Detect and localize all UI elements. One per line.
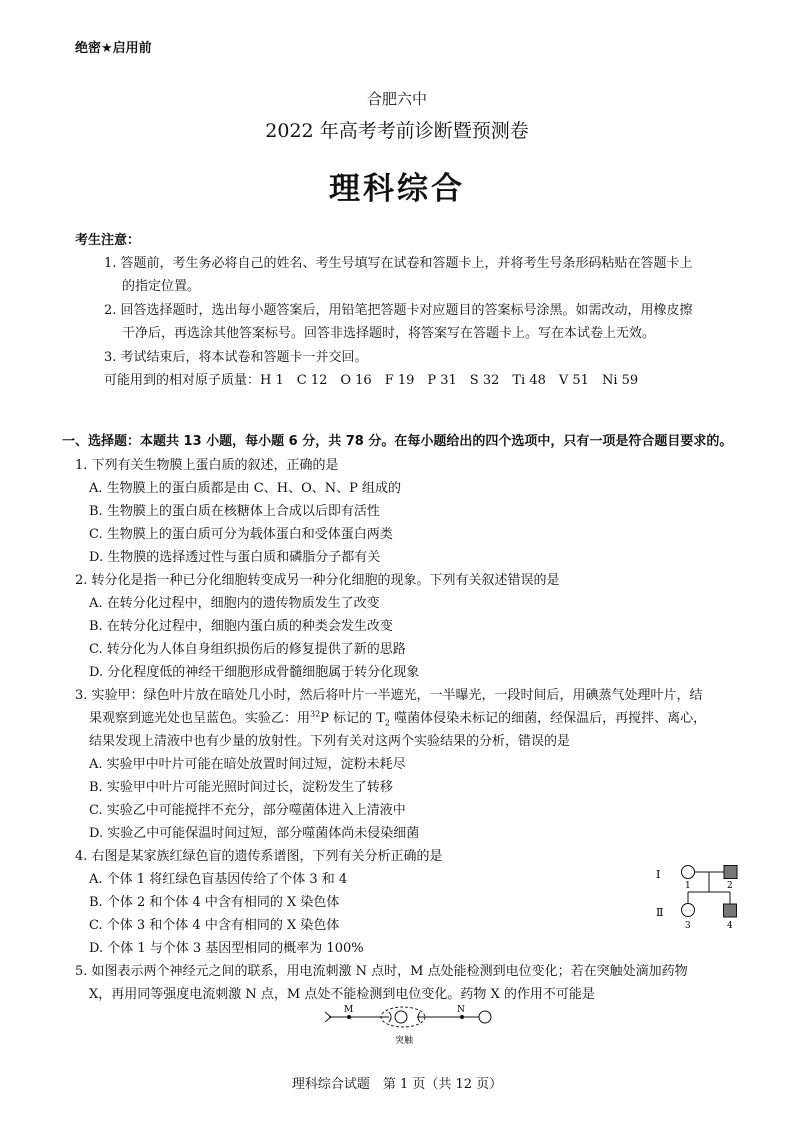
- q3-stem-line2: [89, 707, 706, 728]
- q3-stem-part1: 果观察到遮光处也呈蓝色。实验乙：用: [89, 711, 311, 726]
- notice-item-2b: 干净后，再选涂其他答案标号。回答非选择题时，将答案写在答题卡上。写在本试卷上无效。: [122, 326, 656, 341]
- q3-stem-line3: 结果发现上清液中也有少量的放射性。下列有关对这两个实验结果的分析，错误的是: [89, 734, 571, 749]
- individual-4-number: 4: [727, 921, 733, 931]
- atomic-masses: 可能用到的相对原子质量：H 1 C 12 O 16 F 19 P 31 S 32 Ti 48 V 51 Ni 59: [104, 373, 639, 388]
- synapse-diagram: [325, 1003, 495, 1048]
- individual-3-female: [682, 904, 695, 917]
- isotope-superscript: 32: [310, 709, 321, 719]
- q3-stem-part3: 噬菌体侵染未标记的细菌，经保温后，再搅拌、离心，: [389, 711, 707, 726]
- q2-option-b: B. 在转分化过程中，细胞内蛋白质的种类会发生改变: [89, 619, 393, 634]
- postsynaptic-neuron: [479, 1011, 491, 1023]
- q2-option-a: A. 在转分化过程中，细胞内的遗传物质发生了改变: [89, 596, 380, 611]
- q1-option-c: C. 生物膜上的蛋白质可分为载体蛋白和受体蛋白两类: [89, 527, 393, 542]
- q4-option-d: D. 个体 1 与个体 3 基因型相同的概率为 100%: [89, 941, 364, 956]
- notice-item-3: 3. 考试结束后，将本试卷和答题卡一并交回。: [104, 350, 368, 365]
- q5-stem-line2: X，再用同等强度电流刺激 N 点，M 点处不能检测到电位变化。药物 X 的作用不可能是: [89, 987, 595, 1002]
- individual-1-female: [682, 866, 695, 879]
- q3-option-b: B. 实验甲中叶片可能光照时间过长，淀粉发生了转移: [89, 780, 393, 795]
- synapse-label: 突触: [395, 1036, 414, 1046]
- point-n-label: N: [457, 1005, 465, 1015]
- synaptic-terminal: [389, 1012, 391, 1022]
- q3-option-d: D. 实验乙中可能保温时间过短，部分噬菌体尚未侵染细菌: [89, 826, 420, 841]
- q3-option-c: C. 实验乙中可能搅拌不充分，部分噬菌体进入上清液中: [89, 803, 406, 818]
- q2-option-d: D. 分化程度低的神经干细胞形成骨髓细胞属于转分化现象: [89, 665, 420, 680]
- q1-option-d: D. 生物膜的选择透过性与蛋白质和磷脂分子都有关: [89, 550, 381, 565]
- section-1-heading: 一、选择题：本题共 13 小题，每小题 6 分，共 78 分。在每小题给出的四个选项中，只有一项是符合题目要求的。: [62, 434, 733, 449]
- pedigree-chart: [650, 858, 750, 933]
- generation-1-label: Ⅰ: [656, 868, 661, 881]
- notice-item-1a: 1. 答题前，考生务必将自己的姓名、考生号填写在试卷和答题卡上，并将考生号条形码粘贴在答题卡上: [104, 256, 693, 271]
- individual-4-affected-male: [724, 904, 737, 917]
- q4-stem: 4. 右图是某家族红绿色盲的遗传系谱图，下列有关分析正确的是: [75, 849, 443, 864]
- q3-stem-part2: P 标记的 T: [320, 711, 385, 726]
- q2-option-c: C. 转分化为人体自身组织损伤后的修复提供了新的思路: [89, 642, 406, 657]
- presynaptic-neuron: [395, 1011, 407, 1023]
- individual-1-number: 1: [685, 881, 691, 891]
- q1-option-a: A. 生物膜上的蛋白质都是由 C、H、O、N、P 组成的: [89, 481, 401, 496]
- school-name: 合肥六中: [366, 90, 427, 108]
- q5-stem-line1: 5. 如图表示两个神经元之间的联系，用电流刺激 N 点时，M 点处能检测到电位变化；若在突触处滴加药物: [75, 964, 688, 979]
- phage-subscript: 2: [384, 718, 390, 728]
- q3-option-a: A. 实验甲中叶片可能在暗处放置时间过短，淀粉未耗尽: [89, 757, 406, 772]
- generation-2-label: Ⅱ: [656, 906, 664, 919]
- q4-option-b: B. 个体 2 和个体 4 中含有相同的 X 染色体: [89, 895, 340, 910]
- point-n-dot: [460, 1015, 464, 1019]
- q4-option-a: A. 个体 1 将红绿色盲基因传给了个体 3 和 4: [89, 872, 348, 887]
- individual-2-number: 2: [727, 881, 733, 891]
- q3-stem-line1: 3. 实验甲：绿色叶片放在暗处几小时，然后将叶片一半遮光，一半曝光，一段时间后，用碘蒸气处理叶片，结: [75, 688, 703, 703]
- individual-3-number: 3: [685, 921, 691, 931]
- q1-option-b: B. 生物膜上的蛋白质在核糖体上合成以后即有活性: [89, 504, 380, 519]
- q4-option-c: C. 个体 3 和个体 4 中含有相同的 X 染色体: [89, 918, 340, 933]
- page-footer: 理科综合试题 第 1 页（共 12 页）: [291, 1077, 503, 1092]
- notice-heading: 考生注意：: [75, 233, 141, 248]
- point-m-label: M: [344, 1005, 354, 1015]
- q2-stem: 2. 转分化是指一种已分化细胞转变成另一种分化细胞的现象。下列有关叙述错误的是: [75, 573, 560, 588]
- secret-label: 绝密★启用前: [75, 41, 152, 56]
- notice-item-1b: 的指定位置。: [122, 279, 201, 294]
- subject-title: 理科综合: [329, 171, 465, 207]
- notice-item-2a: 2. 回答选择题时，选出每小题答案后，用铅笔把答题卡对应题目的答案标号涂黑。如需改动，用橡皮擦: [104, 303, 693, 318]
- exam-title: 2022 年高考考前诊断暨预测卷: [265, 120, 529, 142]
- individual-2-affected-male: [724, 866, 737, 879]
- point-m-dot: [347, 1015, 351, 1019]
- q1-stem: 1. 下列有关生物膜上蛋白质的叙述，正确的是: [75, 458, 339, 473]
